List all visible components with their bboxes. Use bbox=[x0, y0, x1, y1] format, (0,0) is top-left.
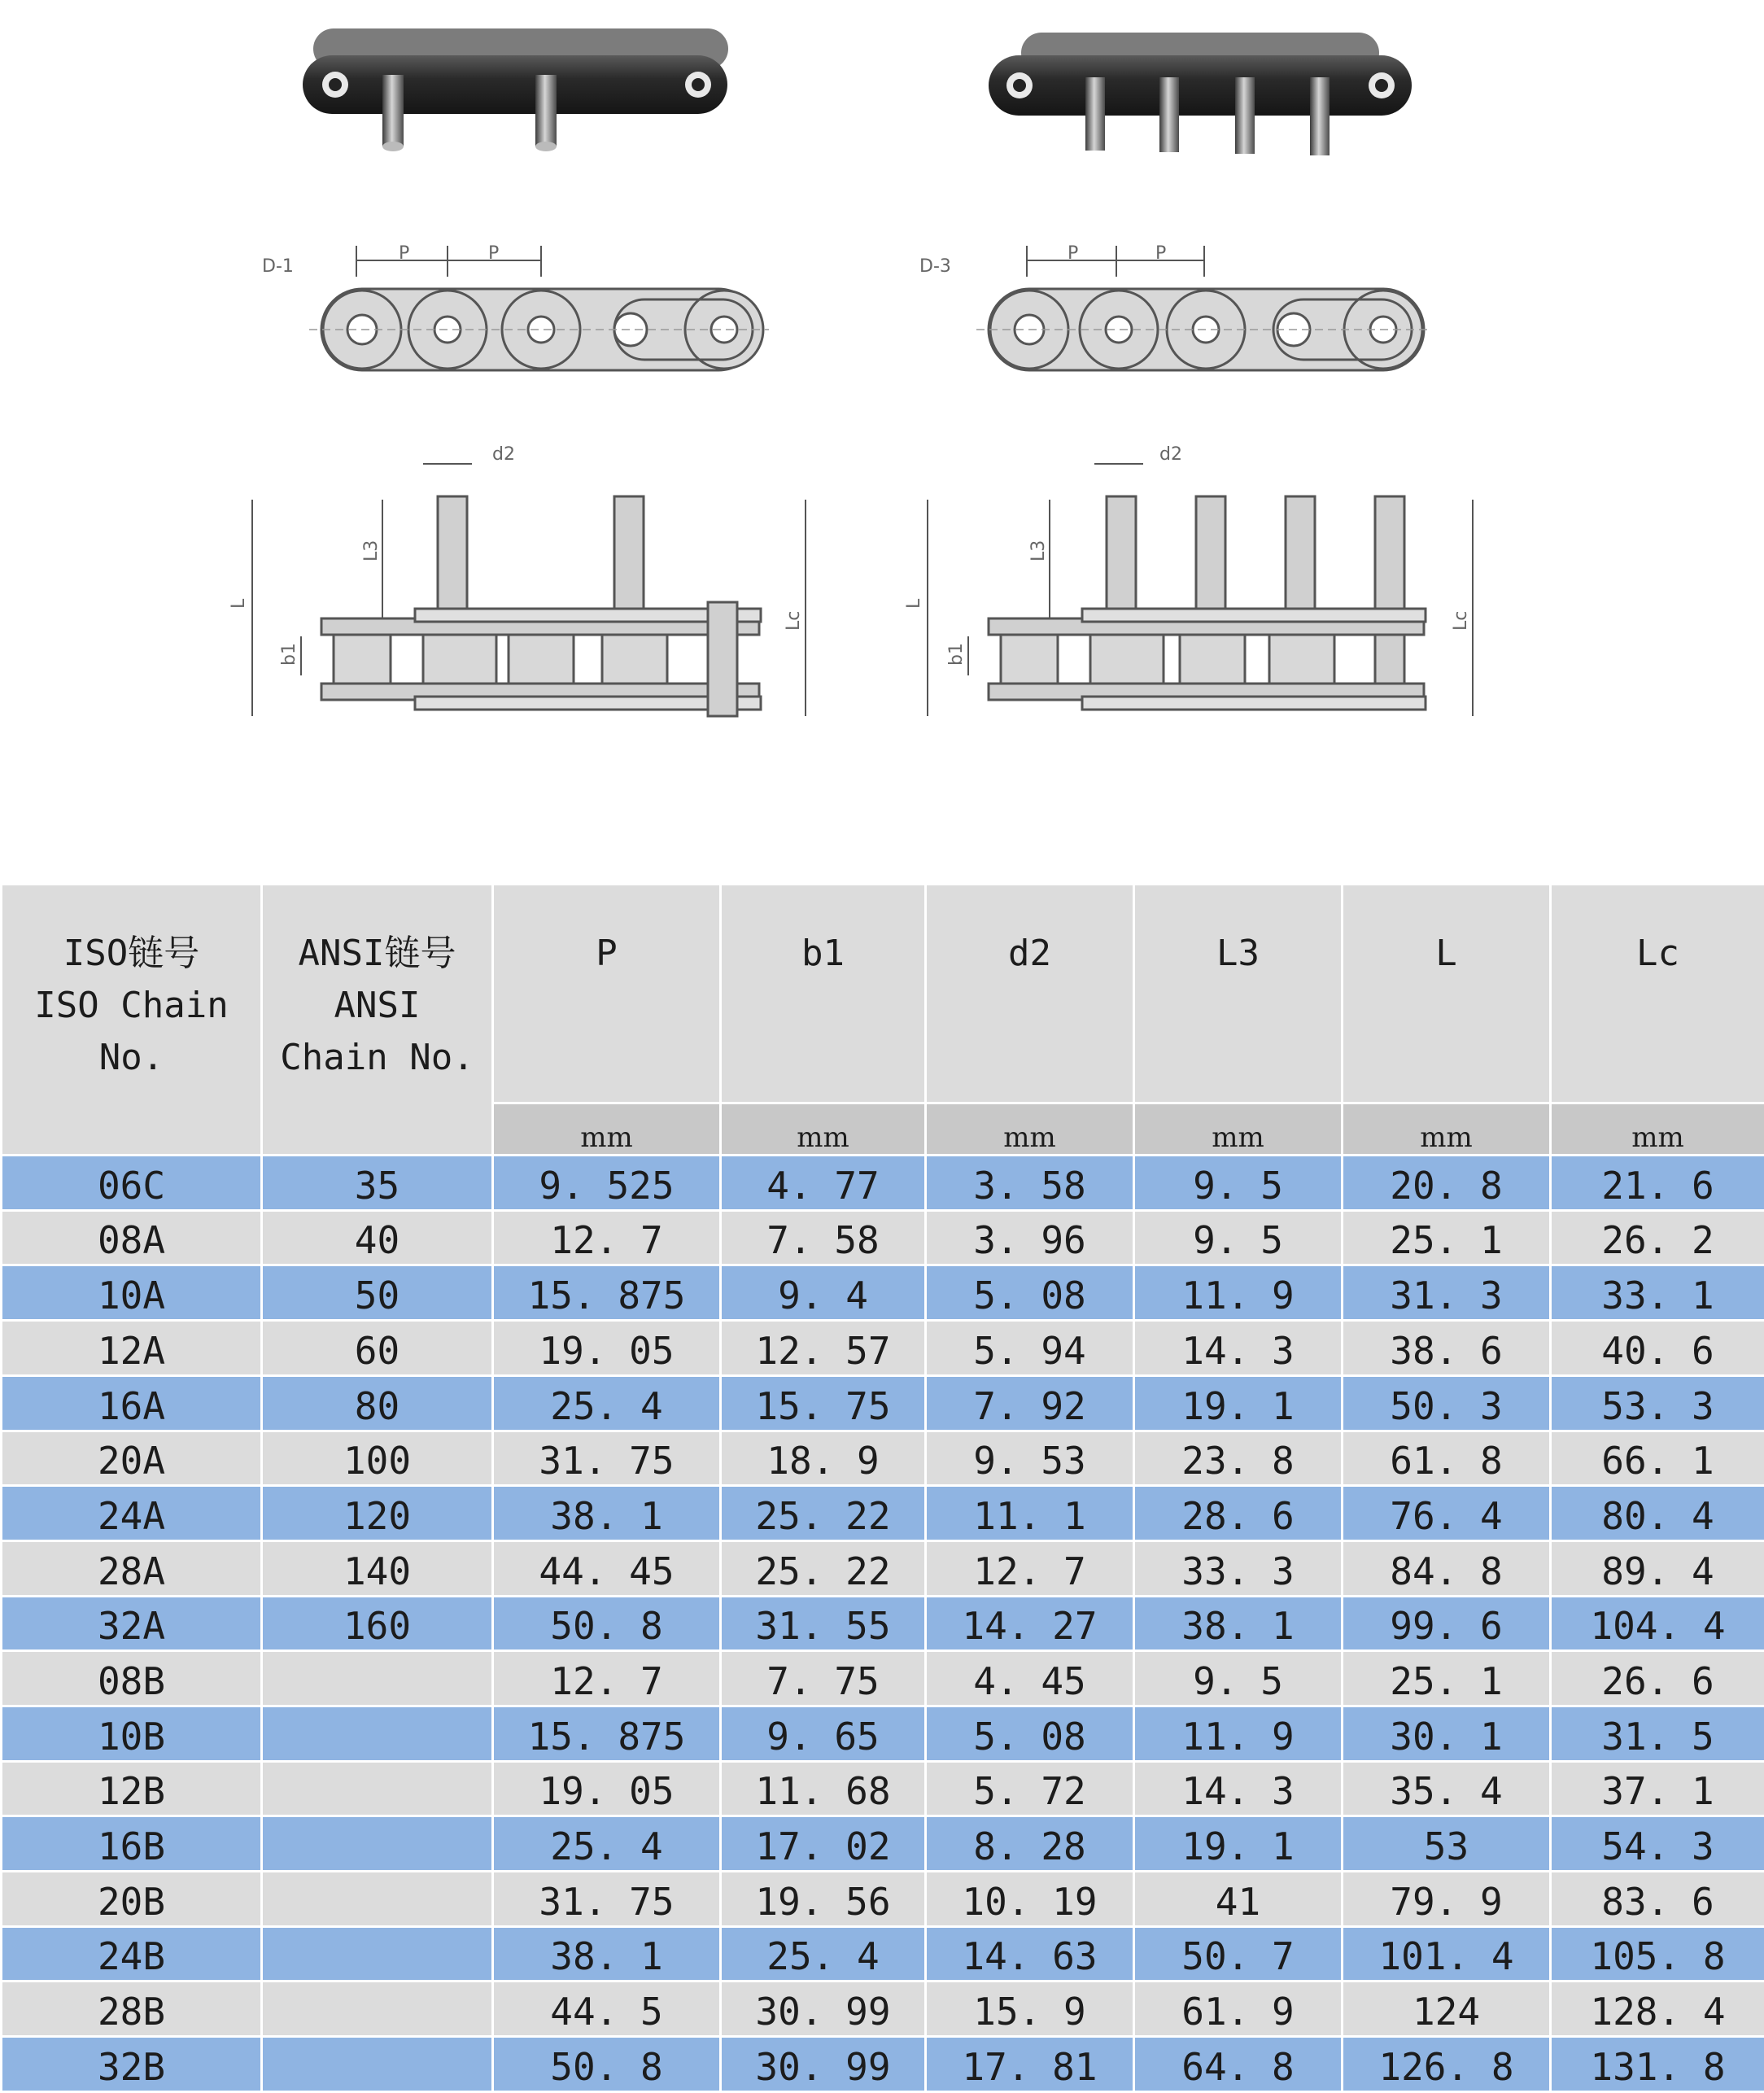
header-line: L bbox=[1435, 933, 1457, 974]
cell-overall-length: 25. 1 bbox=[1343, 1651, 1551, 1706]
table-row bbox=[2, 1761, 1764, 1816]
cell-pitch: 31. 75 bbox=[493, 1872, 721, 1927]
cell-connecting-length: 54. 3 bbox=[1551, 1816, 1764, 1872]
header-line: L3 bbox=[1216, 933, 1260, 974]
table-row bbox=[2, 1265, 1764, 1321]
cell-pitch: 19. 05 bbox=[493, 1761, 721, 1816]
pitch-label: P bbox=[1068, 243, 1079, 264]
cell-ansi-chain-no: 140 bbox=[262, 1540, 493, 1596]
header-pin-diameter bbox=[926, 885, 1134, 1103]
top-view-d1 bbox=[229, 444, 806, 716]
pitch-label: P bbox=[488, 243, 500, 264]
cell-iso-chain-no: 16B bbox=[2, 1816, 262, 1872]
cell-connecting-length: 66. 1 bbox=[1551, 1431, 1764, 1486]
cell-iso-chain-no: 28A bbox=[2, 1540, 262, 1596]
cell-pin-diameter: 4. 45 bbox=[926, 1651, 1134, 1706]
header-line: ANSI链号 bbox=[298, 933, 456, 974]
extension-length-label: L3 bbox=[1028, 540, 1049, 561]
cell-extension-length: 14. 3 bbox=[1134, 1761, 1343, 1816]
cell-inner-width: 17. 02 bbox=[721, 1816, 926, 1872]
cell-ansi-chain-no: 60 bbox=[262, 1321, 493, 1376]
cell-extension-length: 28. 6 bbox=[1134, 1486, 1343, 1541]
cell-ansi-chain-no: 160 bbox=[262, 1596, 493, 1651]
cell-inner-width: 25. 4 bbox=[721, 1926, 926, 1982]
cell-inner-width: 12. 57 bbox=[721, 1321, 926, 1376]
cell-overall-length: 31. 3 bbox=[1343, 1265, 1551, 1321]
cell-extension-length: 64. 8 bbox=[1134, 2037, 1343, 2092]
unit-cell: mm bbox=[1343, 1103, 1551, 1155]
cell-pin-diameter: 12. 7 bbox=[926, 1540, 1134, 1596]
table-row bbox=[2, 1706, 1764, 1761]
chain-drawings bbox=[0, 0, 1764, 883]
cell-connecting-length: 128. 4 bbox=[1551, 1982, 1764, 2037]
header-row bbox=[2, 885, 1764, 1103]
cell-ansi-chain-no: 35 bbox=[262, 1156, 493, 1211]
header-line: Lc bbox=[1636, 933, 1679, 974]
header-line: b1 bbox=[801, 933, 845, 974]
cell-overall-length: 101. 4 bbox=[1343, 1926, 1551, 1982]
cell-pitch: 15. 875 bbox=[493, 1265, 721, 1321]
cell-connecting-length: 31. 5 bbox=[1551, 1706, 1764, 1761]
cell-extension-length: 33. 3 bbox=[1134, 1540, 1343, 1596]
cell-ansi-chain-no bbox=[262, 1706, 493, 1761]
cell-pitch: 15. 875 bbox=[493, 1706, 721, 1761]
cell-iso-chain-no: 32A bbox=[2, 1596, 262, 1651]
cell-overall-length: 99. 6 bbox=[1343, 1596, 1551, 1651]
cell-ansi-chain-no: 80 bbox=[262, 1375, 493, 1431]
cell-overall-length: 38. 6 bbox=[1343, 1321, 1551, 1376]
cell-inner-width: 11. 68 bbox=[721, 1761, 926, 1816]
cell-extension-length: 9. 5 bbox=[1134, 1210, 1343, 1265]
cell-pin-diameter: 7. 92 bbox=[926, 1375, 1134, 1431]
cell-overall-length: 30. 1 bbox=[1343, 1706, 1551, 1761]
cell-connecting-length: 105. 8 bbox=[1551, 1926, 1764, 1982]
cell-pitch: 12. 7 bbox=[493, 1210, 721, 1265]
table-row bbox=[2, 1816, 1764, 1872]
cell-connecting-length: 53. 3 bbox=[1551, 1375, 1764, 1431]
cell-pitch: 19. 05 bbox=[493, 1321, 721, 1376]
header-extension-length bbox=[1134, 885, 1343, 1103]
pin-diameter-label: d2 bbox=[1159, 444, 1182, 465]
unit-cell: mm bbox=[493, 1103, 721, 1155]
cell-pitch: 9. 525 bbox=[493, 1156, 721, 1211]
cell-pin-diameter: 8. 28 bbox=[926, 1816, 1134, 1872]
header-line: ANSI bbox=[334, 985, 421, 1026]
cell-iso-chain-no: 16A bbox=[2, 1375, 262, 1431]
cell-ansi-chain-no bbox=[262, 1761, 493, 1816]
pin-diameter-label: d2 bbox=[492, 444, 515, 465]
chain-photo-d3 bbox=[989, 33, 1412, 155]
cell-overall-length: 124 bbox=[1343, 1982, 1551, 2037]
table-row bbox=[2, 2037, 1764, 2092]
table-row bbox=[2, 1431, 1764, 1486]
table-row bbox=[2, 1210, 1764, 1265]
chain-spec-table bbox=[0, 883, 1764, 2093]
cell-iso-chain-no: 20A bbox=[2, 1431, 262, 1486]
cell-ansi-chain-no: 40 bbox=[262, 1210, 493, 1265]
cell-extension-length: 9. 5 bbox=[1134, 1156, 1343, 1211]
cell-pin-diameter: 14. 27 bbox=[926, 1596, 1134, 1651]
cell-iso-chain-no: 24A bbox=[2, 1486, 262, 1541]
cell-inner-width: 7. 58 bbox=[721, 1210, 926, 1265]
cell-overall-length: 53 bbox=[1343, 1816, 1551, 1872]
header-line: ISO链号 bbox=[63, 933, 200, 974]
cell-iso-chain-no: 08A bbox=[2, 1210, 262, 1265]
cell-inner-width: 30. 99 bbox=[721, 2037, 926, 2092]
variant-label-d3: D-3 bbox=[919, 256, 951, 277]
cell-iso-chain-no: 06C bbox=[2, 1156, 262, 1211]
cell-inner-width: 7. 75 bbox=[721, 1651, 926, 1706]
cell-overall-length: 84. 8 bbox=[1343, 1540, 1551, 1596]
unit-cell: mm bbox=[926, 1103, 1134, 1155]
header-line: No. bbox=[98, 1037, 164, 1078]
cell-inner-width: 9. 4 bbox=[721, 1265, 926, 1321]
cell-connecting-length: 80. 4 bbox=[1551, 1486, 1764, 1541]
cell-ansi-chain-no bbox=[262, 2037, 493, 2092]
header-inner-width bbox=[721, 885, 926, 1103]
cell-overall-length: 25. 1 bbox=[1343, 1210, 1551, 1265]
cell-ansi-chain-no bbox=[262, 1926, 493, 1982]
cell-connecting-length: 37. 1 bbox=[1551, 1761, 1764, 1816]
unit-cell: mm bbox=[721, 1103, 926, 1155]
cell-connecting-length: 33. 1 bbox=[1551, 1265, 1764, 1321]
cell-pin-diameter: 15. 9 bbox=[926, 1982, 1134, 2037]
cell-inner-width: 25. 22 bbox=[721, 1540, 926, 1596]
cell-extension-length: 19. 1 bbox=[1134, 1375, 1343, 1431]
cell-connecting-length: 21. 6 bbox=[1551, 1156, 1764, 1211]
table-row bbox=[2, 1321, 1764, 1376]
cell-overall-length: 20. 8 bbox=[1343, 1156, 1551, 1211]
cell-ansi-chain-no: 100 bbox=[262, 1431, 493, 1486]
cell-extension-length: 19. 1 bbox=[1134, 1816, 1343, 1872]
cell-connecting-length: 26. 6 bbox=[1551, 1651, 1764, 1706]
cell-extension-length: 11. 9 bbox=[1134, 1265, 1343, 1321]
table-row bbox=[2, 1156, 1764, 1211]
cell-inner-width: 15. 75 bbox=[721, 1375, 926, 1431]
variant-label-d1: D-1 bbox=[262, 256, 294, 277]
cell-overall-length: 50. 3 bbox=[1343, 1375, 1551, 1431]
cell-extension-length: 23. 8 bbox=[1134, 1431, 1343, 1486]
cell-inner-width: 25. 22 bbox=[721, 1486, 926, 1541]
header-line: P bbox=[596, 933, 618, 974]
header-overall-length bbox=[1343, 885, 1551, 1103]
header-pitch bbox=[493, 885, 721, 1103]
cell-pitch: 44. 45 bbox=[493, 1540, 721, 1596]
cell-pitch: 50. 8 bbox=[493, 1596, 721, 1651]
cell-overall-length: 79. 9 bbox=[1343, 1872, 1551, 1927]
chain-photo-d1 bbox=[303, 28, 728, 151]
cell-pin-diameter: 9. 53 bbox=[926, 1431, 1134, 1486]
table-row bbox=[2, 1926, 1764, 1982]
cell-iso-chain-no: 08B bbox=[2, 1651, 262, 1706]
cell-inner-width: 4. 77 bbox=[721, 1156, 926, 1211]
inner-width-label: b1 bbox=[279, 643, 299, 666]
cell-connecting-length: 104. 4 bbox=[1551, 1596, 1764, 1651]
cell-connecting-length: 131. 8 bbox=[1551, 2037, 1764, 2092]
header-iso-chain-no bbox=[2, 885, 262, 1156]
cell-pin-diameter: 5. 08 bbox=[926, 1265, 1134, 1321]
cell-overall-length: 126. 8 bbox=[1343, 2037, 1551, 2092]
table-row bbox=[2, 1540, 1764, 1596]
cell-extension-length: 38. 1 bbox=[1134, 1596, 1343, 1651]
cell-pitch: 25. 4 bbox=[493, 1816, 721, 1872]
inner-width-label: b1 bbox=[946, 643, 967, 666]
overall-length-label: L bbox=[904, 598, 924, 609]
cell-iso-chain-no: 12B bbox=[2, 1761, 262, 1816]
cell-pitch: 50. 8 bbox=[493, 2037, 721, 2092]
cell-pin-diameter: 5. 94 bbox=[926, 1321, 1134, 1376]
table-row bbox=[2, 1596, 1764, 1651]
cell-pin-diameter: 5. 72 bbox=[926, 1761, 1134, 1816]
unit-cell: mm bbox=[1134, 1103, 1343, 1155]
header-ansi-chain-no bbox=[262, 885, 493, 1156]
cell-pitch: 12. 7 bbox=[493, 1651, 721, 1706]
cell-iso-chain-no: 28B bbox=[2, 1982, 262, 2037]
header-line: Chain No. bbox=[280, 1037, 474, 1078]
cell-connecting-length: 89. 4 bbox=[1551, 1540, 1764, 1596]
cell-pitch: 38. 1 bbox=[493, 1926, 721, 1982]
cell-pin-diameter: 14. 63 bbox=[926, 1926, 1134, 1982]
cell-inner-width: 31. 55 bbox=[721, 1596, 926, 1651]
cell-pin-diameter: 11. 1 bbox=[926, 1486, 1134, 1541]
cell-extension-length: 9. 5 bbox=[1134, 1651, 1343, 1706]
cell-overall-length: 35. 4 bbox=[1343, 1761, 1551, 1816]
cell-pitch: 31. 75 bbox=[493, 1431, 721, 1486]
cell-pin-diameter: 10. 19 bbox=[926, 1872, 1134, 1927]
cell-iso-chain-no: 12A bbox=[2, 1321, 262, 1376]
cell-pin-diameter: 3. 58 bbox=[926, 1156, 1134, 1211]
cell-connecting-length: 40. 6 bbox=[1551, 1321, 1764, 1376]
cell-iso-chain-no: 32B bbox=[2, 2037, 262, 2092]
pitch-label: P bbox=[1155, 243, 1167, 264]
side-view-d1 bbox=[262, 243, 769, 370]
table-row bbox=[2, 1486, 1764, 1541]
cell-iso-chain-no: 20B bbox=[2, 1872, 262, 1927]
cell-pitch: 25. 4 bbox=[493, 1375, 721, 1431]
cell-extension-length: 11. 9 bbox=[1134, 1706, 1343, 1761]
cell-connecting-length: 83. 6 bbox=[1551, 1872, 1764, 1927]
header-line: ISO Chain bbox=[34, 985, 229, 1026]
cell-extension-length: 14. 3 bbox=[1134, 1321, 1343, 1376]
overall-length-label: L bbox=[229, 598, 249, 609]
cell-ansi-chain-no bbox=[262, 1651, 493, 1706]
connecting-length-label: Lc bbox=[1451, 610, 1471, 631]
cell-iso-chain-no: 10B bbox=[2, 1706, 262, 1761]
cell-extension-length: 61. 9 bbox=[1134, 1982, 1343, 2037]
table-row bbox=[2, 1375, 1764, 1431]
cell-inner-width: 19. 56 bbox=[721, 1872, 926, 1927]
cell-pin-diameter: 3. 96 bbox=[926, 1210, 1134, 1265]
side-view-d3 bbox=[919, 243, 1432, 370]
cell-iso-chain-no: 24B bbox=[2, 1926, 262, 1982]
cell-pitch: 38. 1 bbox=[493, 1486, 721, 1541]
pitch-label: P bbox=[399, 243, 410, 264]
cell-ansi-chain-no bbox=[262, 1816, 493, 1872]
cell-overall-length: 76. 4 bbox=[1343, 1486, 1551, 1541]
cell-iso-chain-no: 10A bbox=[2, 1265, 262, 1321]
cell-pitch: 44. 5 bbox=[493, 1982, 721, 2037]
cell-extension-length: 50. 7 bbox=[1134, 1926, 1343, 1982]
cell-inner-width: 18. 9 bbox=[721, 1431, 926, 1486]
extension-length-label: L3 bbox=[361, 540, 382, 561]
cell-pin-diameter: 5. 08 bbox=[926, 1706, 1134, 1761]
cell-overall-length: 61. 8 bbox=[1343, 1431, 1551, 1486]
table-row bbox=[2, 1651, 1764, 1706]
header-line: d2 bbox=[1008, 933, 1051, 974]
cell-inner-width: 9. 65 bbox=[721, 1706, 926, 1761]
header-connecting-length bbox=[1551, 885, 1764, 1103]
table-row bbox=[2, 1872, 1764, 1927]
cell-ansi-chain-no bbox=[262, 1872, 493, 1927]
table-row bbox=[2, 1982, 1764, 2037]
cell-extension-length: 41 bbox=[1134, 1872, 1343, 1927]
cell-connecting-length: 26. 2 bbox=[1551, 1210, 1764, 1265]
top-view-d3 bbox=[904, 444, 1473, 716]
cell-ansi-chain-no bbox=[262, 1982, 493, 2037]
cell-ansi-chain-no: 120 bbox=[262, 1486, 493, 1541]
cell-pin-diameter: 17. 81 bbox=[926, 2037, 1134, 2092]
connecting-length-label: Lc bbox=[784, 610, 804, 631]
unit-cell: mm bbox=[1551, 1103, 1764, 1155]
cell-inner-width: 30. 99 bbox=[721, 1982, 926, 2037]
cell-ansi-chain-no: 50 bbox=[262, 1265, 493, 1321]
